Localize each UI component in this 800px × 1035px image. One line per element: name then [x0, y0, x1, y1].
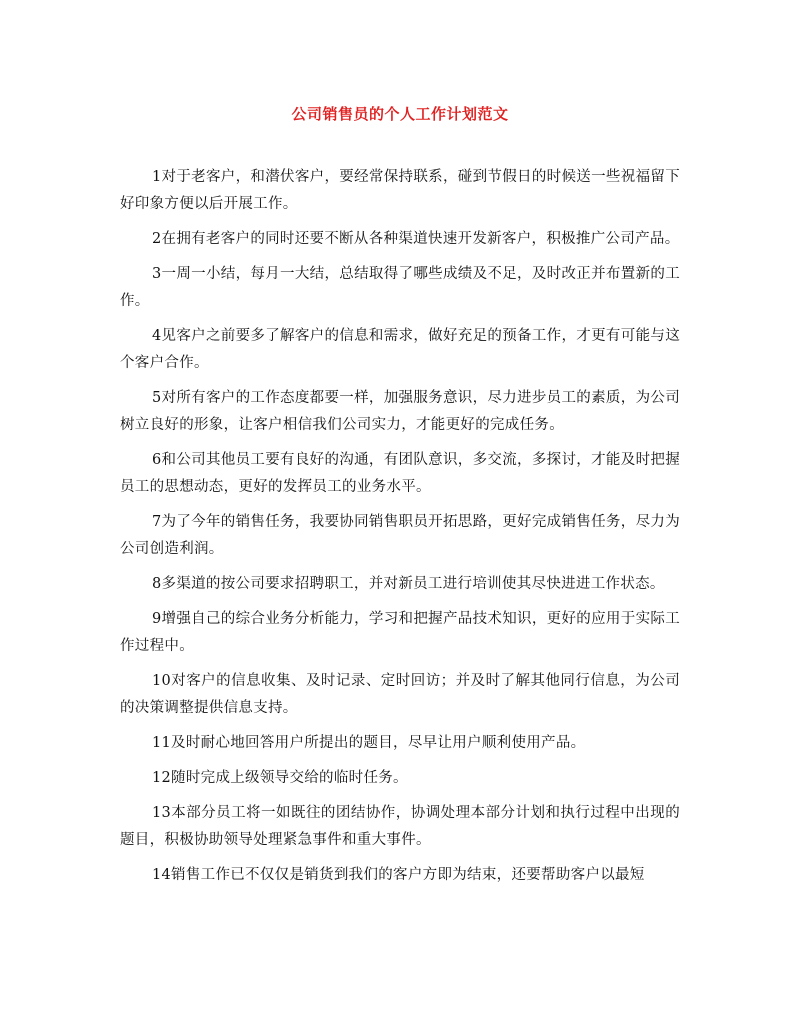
paragraph-9: 9增强自己的综合业务分析能力，学习和把握产品技术知识，更好的应用于实际工作过程中。 — [120, 611, 680, 654]
document-body — [120, 164, 680, 897]
paragraph-1: 1对于老客户，和潜伏客户，要经常保持联系，碰到节假日的时候送一些祝福留下好印象方便以后开展工作。 — [120, 169, 680, 212]
paragraph-4: 4见客户之前要多了解客户的信息和需求，做好充足的预备工作，才更有可能与这个客户合作。 — [120, 328, 680, 371]
document-title: 公司销售员的个人工作计划范文 — [291, 105, 509, 123]
paragraph-10: 10对客户的信息收集、及时记录、定时回访；并及时了解其他同行信息，为公司的决策调整提供信息支持。 — [120, 673, 680, 716]
paragraph-8: 8多渠道的按公司要求招聘职工，并对新员工进行培训使其尽快进进工作状态。 — [152, 576, 665, 592]
paragraph-7: 7为了今年的销售任务，我要协同销售职员开拓思路，更好完成销售任务，尽力为公司创造利润。 — [120, 514, 680, 557]
paragraph-3: 3一周一小结，每月一大结，总结取得了哪些成绩及不足，及时改正并布置新的工作。 — [120, 266, 680, 309]
paragraph-11: 11及时耐心地回答用户所提出的题目，尽早让用户顺利使用产品。 — [152, 735, 586, 751]
paragraph-6: 6和公司其他员工要有良好的沟通，有团队意识，多交流，多探讨，才能及时把握员工的思想动态，更好的发挥员工的业务水平。 — [120, 452, 680, 495]
paragraph-12: 12随时完成上级领导交给的临时任务。 — [152, 770, 408, 786]
paragraph-5: 5对所有客户的工作态度都要一样，加强服务意识，尽力进步员工的素质，为公司树立良好的形象，让客户相信我们公司实力，才能更好的完成任务。 — [120, 390, 680, 433]
paragraph-2: 2在拥有老客户的同时还要不断从各种渠道快速开发新客户，积极推广公司产品。 — [152, 231, 680, 247]
paragraph-14: 14销售工作已不仅仅是销货到我们的客户方即为结束，还要帮助客户以最短 — [152, 867, 645, 883]
paragraph-13: 13本部分员工将一如既往的团结协作，协调处理本部分计划和执行过程中出现的题目，积极协助领导处理紧急事件和重大事件。 — [120, 805, 680, 848]
